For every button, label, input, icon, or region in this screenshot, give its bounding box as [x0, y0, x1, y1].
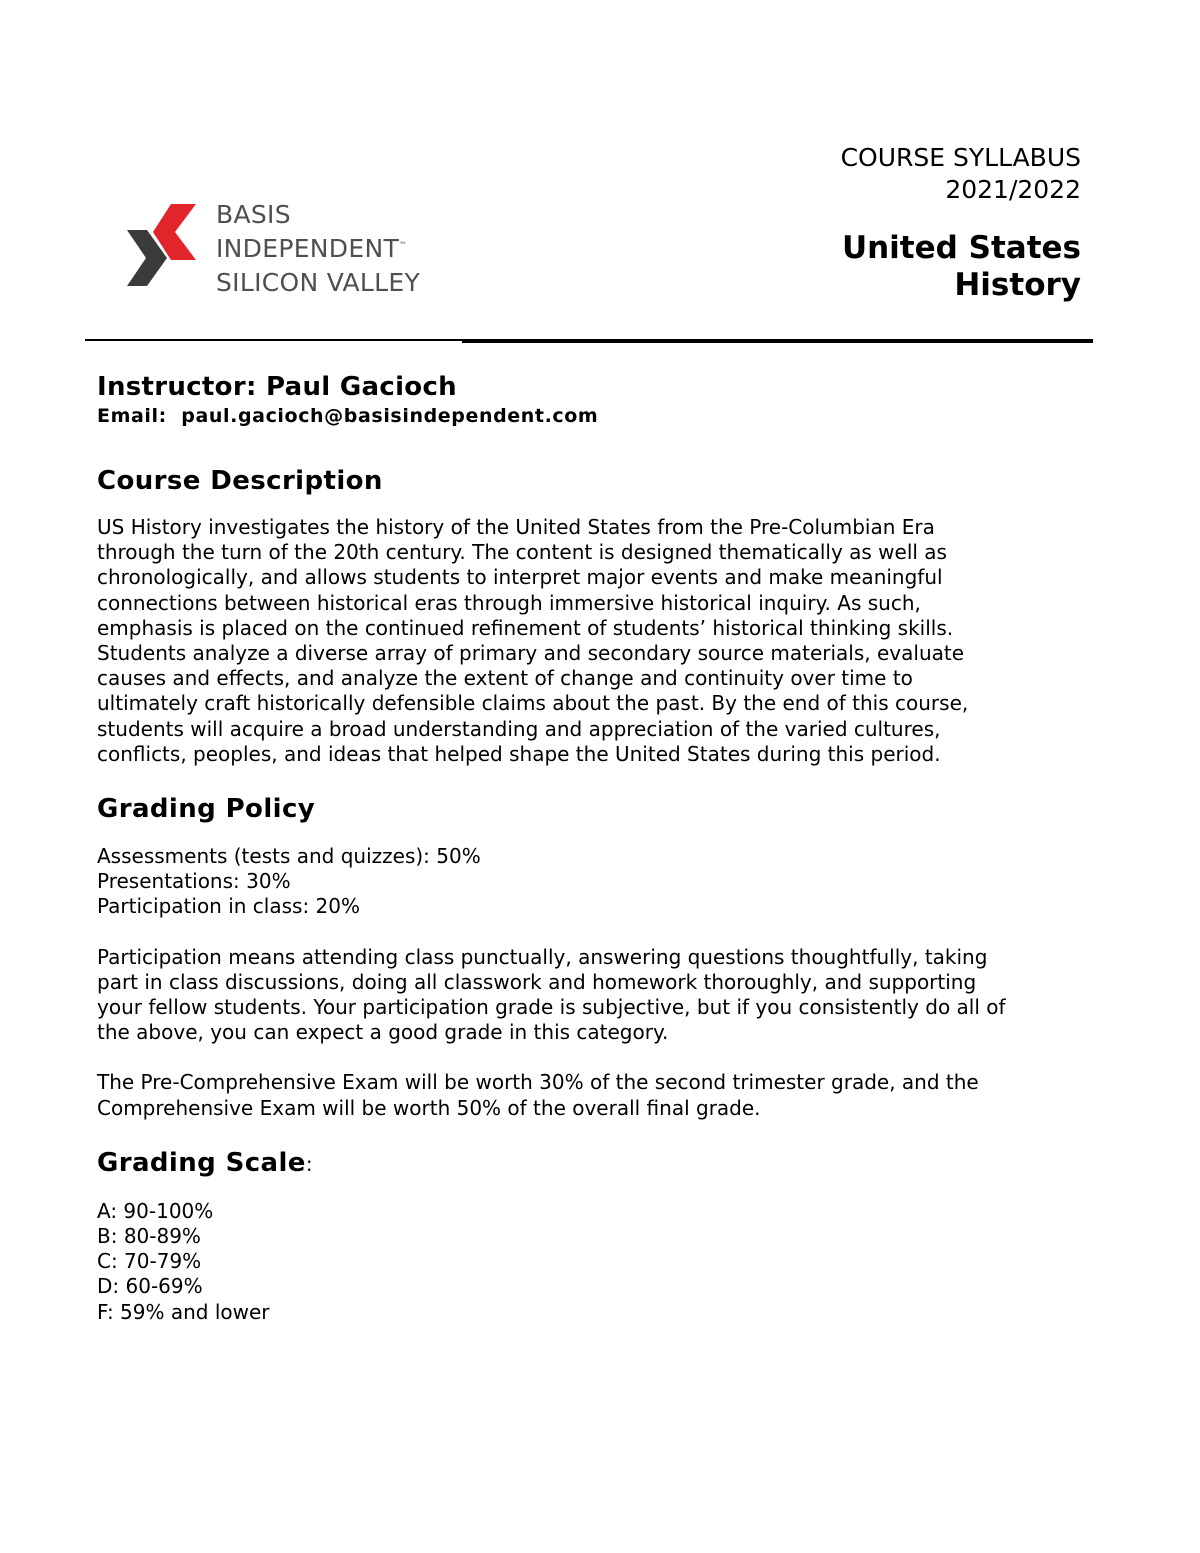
description-line: conflicts, peoples, and ideas that helped shape the United States during this period. [97, 741, 941, 766]
grading-weight-item: Participation in class: 20% [97, 894, 360, 919]
course-title [841, 230, 1081, 304]
grading-weight-item: Assessments (tests and quizzes): 50% [97, 844, 481, 869]
participation-line: your fellow students. Your participation grade is subjective, but if you consistently do all of [97, 995, 1006, 1020]
description-line: emphasis is placed on the continued refinement of students’ historical thinking skills. [97, 615, 954, 640]
syllabus-header [841, 142, 1081, 304]
description-line: chronologically, and allows students to interpret major events and make meaningful [97, 565, 943, 590]
logo-line-basis: BASIS [216, 200, 291, 229]
basis-chevron-logo-icon [124, 204, 200, 288]
syllabus-label: COURSE SYLLABUS [840, 143, 1081, 172]
school-year: 2021/2022 [945, 175, 1081, 204]
course-title-line1: United States [841, 230, 1081, 266]
logo-line-silicon-valley: SILICON VALLEY [216, 268, 421, 297]
participation-line: Participation means attending class punctually, answering questions thoughtfully, taking [97, 944, 988, 969]
grading-weight-item: Presentations: 30% [97, 869, 291, 894]
grading-weights [97, 844, 1097, 920]
grading-scale-list [97, 1199, 1097, 1325]
grade-range-item: B: 80-89% [97, 1224, 201, 1249]
participation-line: the above, you can expect a good grade in this category. [97, 1020, 669, 1045]
course-title-line2: History [954, 267, 1081, 303]
participation-text [97, 945, 1097, 1046]
course-description-heading: Course Description [97, 466, 383, 496]
description-line: causes and effects, and analyze the extent of change and continuity over time to [97, 666, 913, 691]
grade-range-item: C: 70-79% [97, 1249, 202, 1274]
grading-scale-heading: Grading Scale: [97, 1147, 313, 1178]
instructor-email [97, 404, 1097, 428]
participation-line: part in class discussions, doing all classwork and homework thoroughly, and supporting [97, 969, 977, 994]
email-address: paul.gacioch@basisindependent.com [181, 405, 599, 427]
description-line: through the turn of the 20th century. The content is designed thematically as well as [97, 540, 947, 565]
header-divider-thick [462, 339, 1093, 343]
logo-wordmark [216, 198, 420, 300]
course-description-text [97, 515, 1097, 767]
grade-range-item: D: 60-69% [97, 1274, 203, 1299]
description-line: Students analyze a diverse array of primary and secondary source materials, evaluate [97, 641, 965, 666]
trademark-symbol: ™ [399, 240, 408, 250]
description-line: US History investigates the history of the United States from the Pre-Columbian Era [97, 515, 935, 539]
exam-weight-text [97, 1070, 1097, 1120]
logo-line-independent: INDEPENDENT™ [216, 234, 408, 263]
description-line: students will acquire a broad understanding and appreciation of the varied cultures, [97, 716, 941, 741]
grading-policy-heading: Grading Policy [97, 794, 316, 825]
email-label: Email: [97, 405, 167, 427]
description-line: connections between historical eras through immersive historical inquiry. As such, [97, 590, 921, 615]
grade-range-item: F: 59% and lower [97, 1299, 270, 1324]
instructor-heading: Instructor: Paul Gacioch [97, 372, 457, 402]
description-line: ultimately craft historically defensible claims about the past. By the end of this course, [97, 691, 969, 716]
school-logo [124, 198, 444, 298]
exam-line: The Pre-Comprehensive Exam will be worth 30% of the second trimester grade, and the [97, 1070, 979, 1095]
exam-line: Comprehensive Exam will be worth 50% of the overall final grade. [97, 1095, 761, 1120]
grade-range-item: A: 90-100% [97, 1198, 214, 1223]
syllabus-body [97, 370, 1097, 1325]
